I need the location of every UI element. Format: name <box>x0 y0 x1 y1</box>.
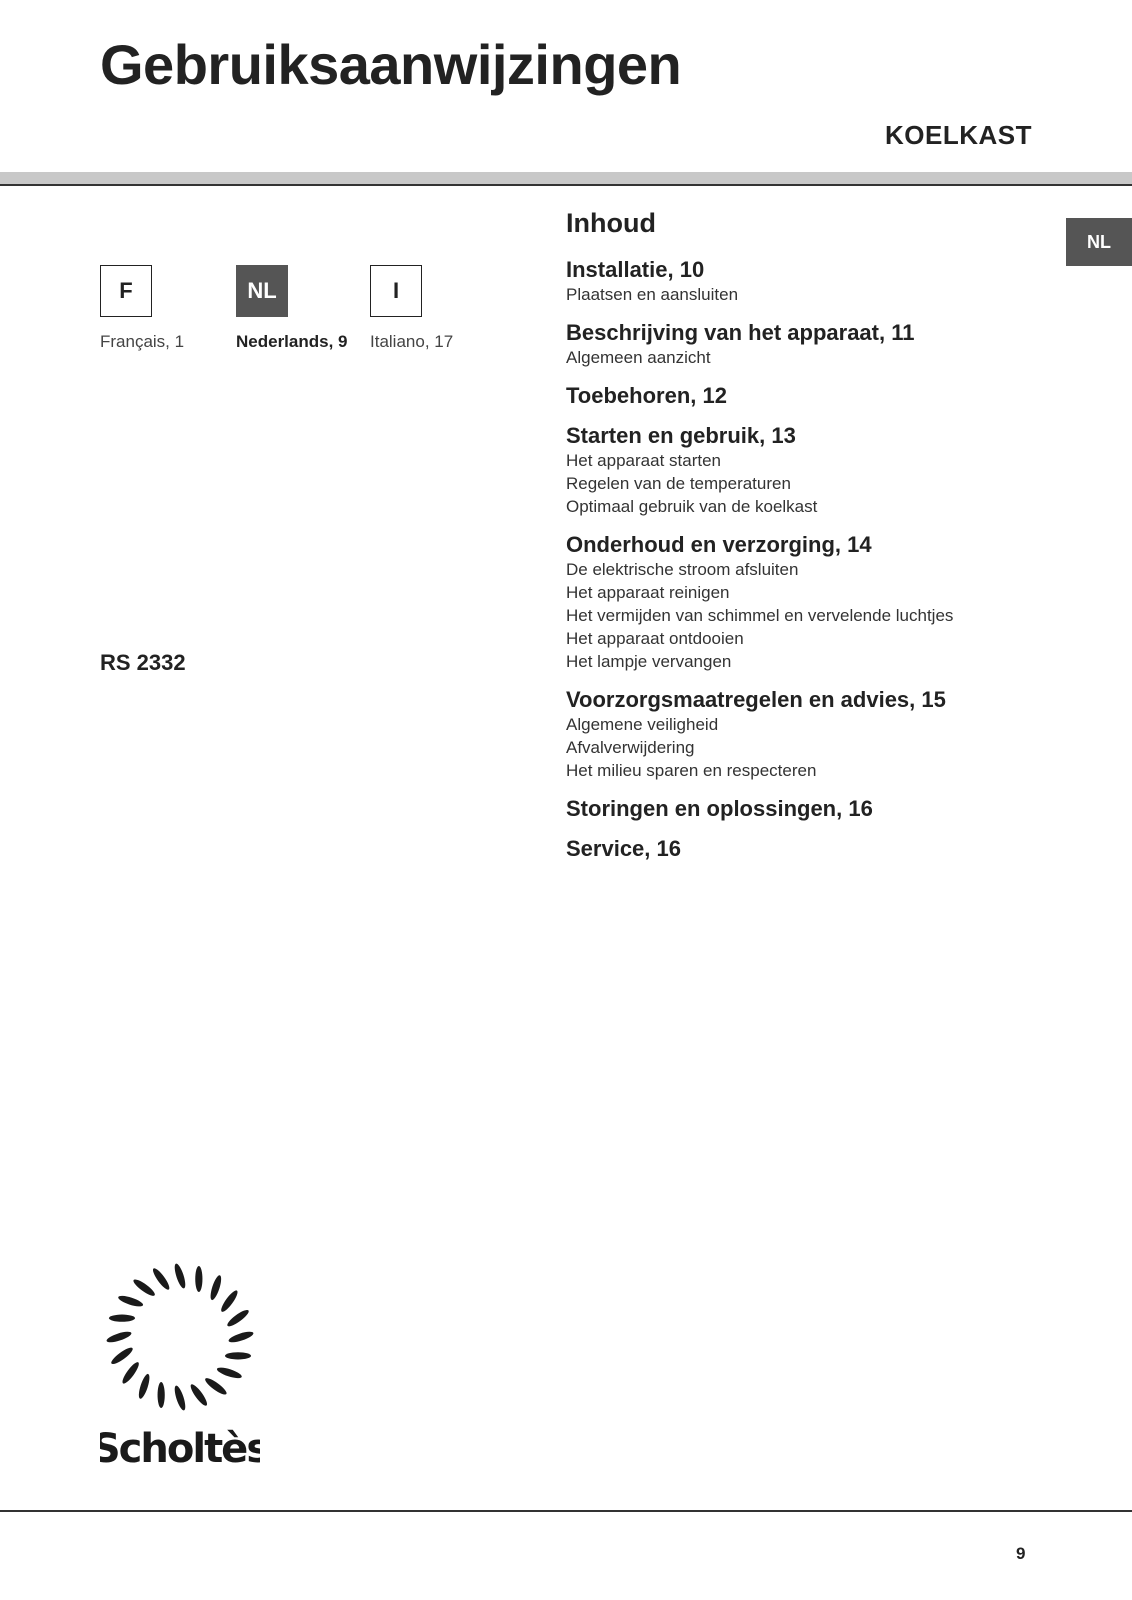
toc-subitem[interactable]: Het apparaat starten <box>566 451 721 470</box>
logo-ray <box>203 1376 228 1397</box>
logo-ray <box>120 1360 141 1385</box>
toc-section <box>566 796 1086 822</box>
language-box-i[interactable]: I <box>370 265 422 317</box>
logo-ray <box>137 1373 152 1400</box>
logo-ray <box>151 1266 172 1291</box>
toc-section <box>566 836 1086 862</box>
logo-ray <box>188 1382 209 1407</box>
toc-section-title[interactable]: Onderhoud en verzorging, 14 <box>566 532 872 557</box>
toc-section <box>566 532 1086 673</box>
logo-ray <box>109 1315 135 1322</box>
toc-section-title[interactable]: Installatie, 10 <box>566 257 705 282</box>
logo-ray <box>225 1308 250 1329</box>
toc-subitem[interactable]: Het apparaat reinigen <box>566 583 730 602</box>
page-title: Gebruiksaanwijzingen <box>100 33 682 96</box>
logo-ray <box>208 1274 223 1301</box>
language-label-f[interactable]: Français, 1 <box>100 332 185 351</box>
table-of-contents <box>566 208 1086 876</box>
brand-name: Scholtès <box>100 1426 260 1472</box>
toc-section <box>566 687 1086 782</box>
logo-ray <box>158 1382 165 1408</box>
toc-list <box>566 257 1086 862</box>
toc-subitem[interactable]: Algemeen aanzicht <box>566 348 711 367</box>
footer-divider <box>0 1510 1132 1512</box>
header-divider <box>0 184 1132 186</box>
toc-subitem[interactable]: Het lampje vervangen <box>566 652 732 671</box>
language-label-i[interactable]: Italiano, 17 <box>370 332 454 351</box>
model-number: RS 2332 <box>100 650 186 675</box>
document-type: KOELKAST <box>885 120 1032 150</box>
language-label-nl[interactable]: Nederlands, 9 <box>236 332 348 351</box>
toc-section <box>566 423 1086 518</box>
logo-ray <box>132 1277 157 1298</box>
toc-section-title[interactable]: Storingen en oplossingen, 16 <box>566 796 873 821</box>
sun-rays-logo-icon <box>100 1262 260 1472</box>
logo-ray <box>117 1294 144 1309</box>
language-box-nl[interactable]: NL <box>236 265 288 317</box>
logo-ray <box>228 1330 255 1345</box>
toc-subitem[interactable]: Regelen van de temperaturen <box>566 474 791 493</box>
toc-section-title[interactable]: Service, 16 <box>566 836 681 861</box>
language-box-f[interactable]: F <box>100 265 152 317</box>
toc-subitem[interactable]: Afvalverwijdering <box>566 738 695 757</box>
logo-ray <box>109 1345 134 1366</box>
page-number: 9 <box>1016 1544 1026 1563</box>
toc-section-title[interactable]: Beschrijving van het apparaat, 11 <box>566 320 915 345</box>
toc-subitem[interactable]: De elektrische stroom afsluiten <box>566 560 799 579</box>
toc-subitem[interactable]: Optimaal gebruik van de koelkast <box>566 497 818 516</box>
header-band <box>0 172 1132 184</box>
brand-logo <box>100 1262 260 1472</box>
toc-section <box>566 383 1086 409</box>
toc-section-title[interactable]: Toebehoren, 12 <box>566 383 727 408</box>
logo-ray <box>219 1289 240 1314</box>
toc-subitem[interactable]: Het vermijden van schimmel en vervelende luchtjes <box>566 606 954 625</box>
logo-ray <box>216 1365 243 1380</box>
logo-ray <box>195 1266 202 1292</box>
toc-subitem[interactable]: Het apparaat ontdooien <box>566 629 744 648</box>
toc-section-title[interactable]: Starten en gebruik, 13 <box>566 423 796 448</box>
toc-subitem[interactable]: Algemene veiligheid <box>566 715 719 734</box>
logo-ray <box>173 1263 188 1290</box>
language-tab: NL <box>1066 218 1132 266</box>
toc-section <box>566 257 1086 306</box>
logo-ray <box>173 1385 188 1412</box>
logo-ray <box>225 1352 251 1359</box>
toc-heading: Inhoud <box>566 208 656 238</box>
toc-subitem[interactable]: Plaatsen en aansluiten <box>566 285 739 304</box>
toc-section-title[interactable]: Voorzorgsmaatregelen en advies, 15 <box>566 687 946 712</box>
toc-section <box>566 320 1086 369</box>
toc-subitem[interactable]: Het milieu sparen en respecteren <box>566 761 817 780</box>
logo-ray <box>106 1330 133 1345</box>
